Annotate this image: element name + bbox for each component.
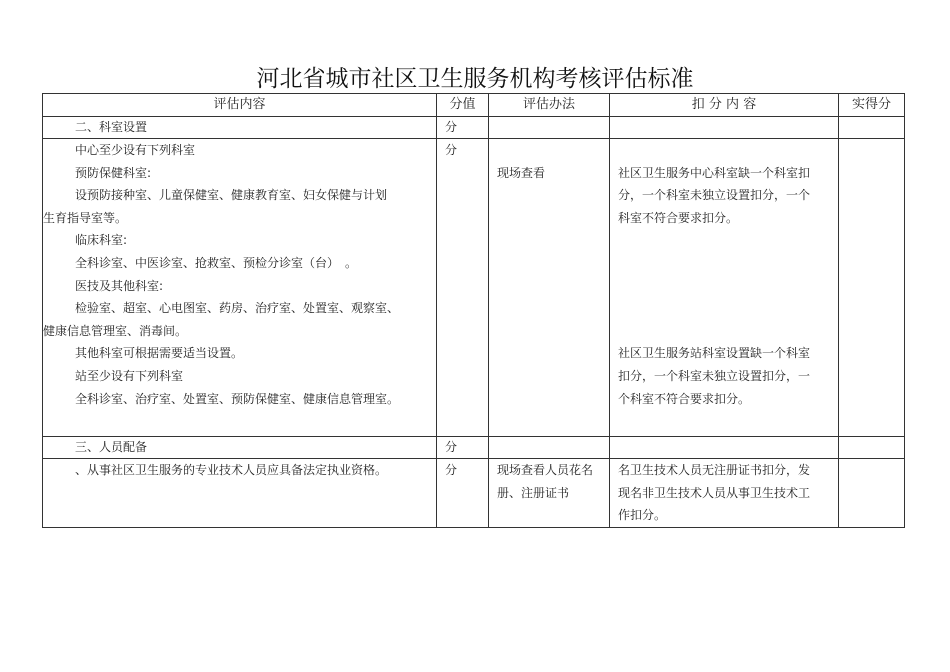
deduction-line: 作扣分。	[618, 508, 667, 523]
empty-cell	[610, 117, 839, 139]
deduction-line: 现名非卫生技术人员从事卫生技术工	[618, 485, 811, 500]
section-row-departments	[43, 117, 905, 139]
method-text: 现场查看	[497, 165, 546, 180]
deduction-line: 社区卫生服务站科室设置缺一个科室	[618, 346, 811, 361]
table-row-departments	[43, 139, 905, 437]
table-row-staffing	[43, 459, 905, 528]
content-line: 设预防接种室、儿童保健室、健康教育室、妇女保健与计划	[75, 188, 388, 203]
method-cell	[489, 139, 610, 437]
header-content: 评估内容	[43, 94, 437, 117]
section-score: 分	[437, 117, 489, 139]
content-line: 健康信息管理室、消毒间。	[43, 323, 188, 338]
content-line: 预防保健科室:	[75, 165, 152, 180]
section-title: 二、科室设置	[43, 117, 437, 139]
content-cell: 、从事社区卫生服务的专业技术人员应具备法定执业资格。	[43, 459, 437, 528]
document-title: 河北省城市社区卫生服务机构考核评估标准	[256, 66, 694, 92]
empty-cell	[839, 117, 905, 139]
deduction-line: 个科室不符合要求扣分。	[618, 391, 751, 406]
deduction-line: 社区卫生服务中心科室缺一个科室扣	[618, 165, 811, 180]
deduction-cell	[610, 139, 839, 437]
content-line: 检验室、超室、心电图室、药房、治疗室、处置室、观察室、	[75, 301, 400, 316]
content-cell	[43, 139, 437, 437]
score-cell: 分	[437, 139, 489, 437]
content-line: 医技及其他科室:	[75, 278, 164, 293]
section-row-staffing	[43, 437, 905, 459]
section-title: 三、人员配备	[43, 437, 437, 459]
actual-score-cell	[839, 459, 905, 528]
score-cell: 分	[437, 459, 489, 528]
method-cell	[489, 459, 610, 528]
method-line: 册、注册证书	[497, 485, 570, 500]
empty-cell	[610, 437, 839, 459]
header-deduction: 扣 分 内 容	[610, 94, 839, 117]
header-score: 分值	[437, 94, 489, 117]
header-actual-score: 实得分	[839, 94, 905, 117]
content-line: 临床科室:	[75, 233, 128, 248]
actual-score-cell	[839, 139, 905, 437]
method-line: 现场查看人员花名	[497, 463, 594, 477]
deduction-cell	[610, 459, 839, 528]
content-line: 其他科室可根据需要适当设置。	[75, 346, 244, 361]
empty-cell	[489, 117, 610, 139]
deduction-line: 分，一个科室未独立设置扣分，一个	[618, 188, 811, 203]
content-line: 中心至少设有下列科室	[75, 143, 196, 157]
empty-cell	[489, 437, 610, 459]
deduction-line: 名卫生技术人员无注册证书扣分，发	[618, 463, 811, 477]
section-score: 分	[437, 437, 489, 459]
header-row	[43, 94, 905, 117]
content-line: 全科诊室、中医诊室、抢救室、预检分诊室（台） 。	[75, 255, 358, 270]
header-method: 评估办法	[489, 94, 610, 117]
deduction-line: 扣分，一个科室未独立设置扣分，一	[618, 368, 811, 383]
content-line: 站至少设有下列科室	[75, 368, 184, 383]
evaluation-table	[42, 93, 905, 528]
content-line: 生育指导室等。	[43, 210, 128, 225]
content-line: 全科诊室、治疗室、处置室、预防保健室、健康信息管理室。	[75, 391, 400, 406]
empty-cell	[839, 437, 905, 459]
deduction-line: 科室不符合要求扣分。	[618, 210, 739, 225]
